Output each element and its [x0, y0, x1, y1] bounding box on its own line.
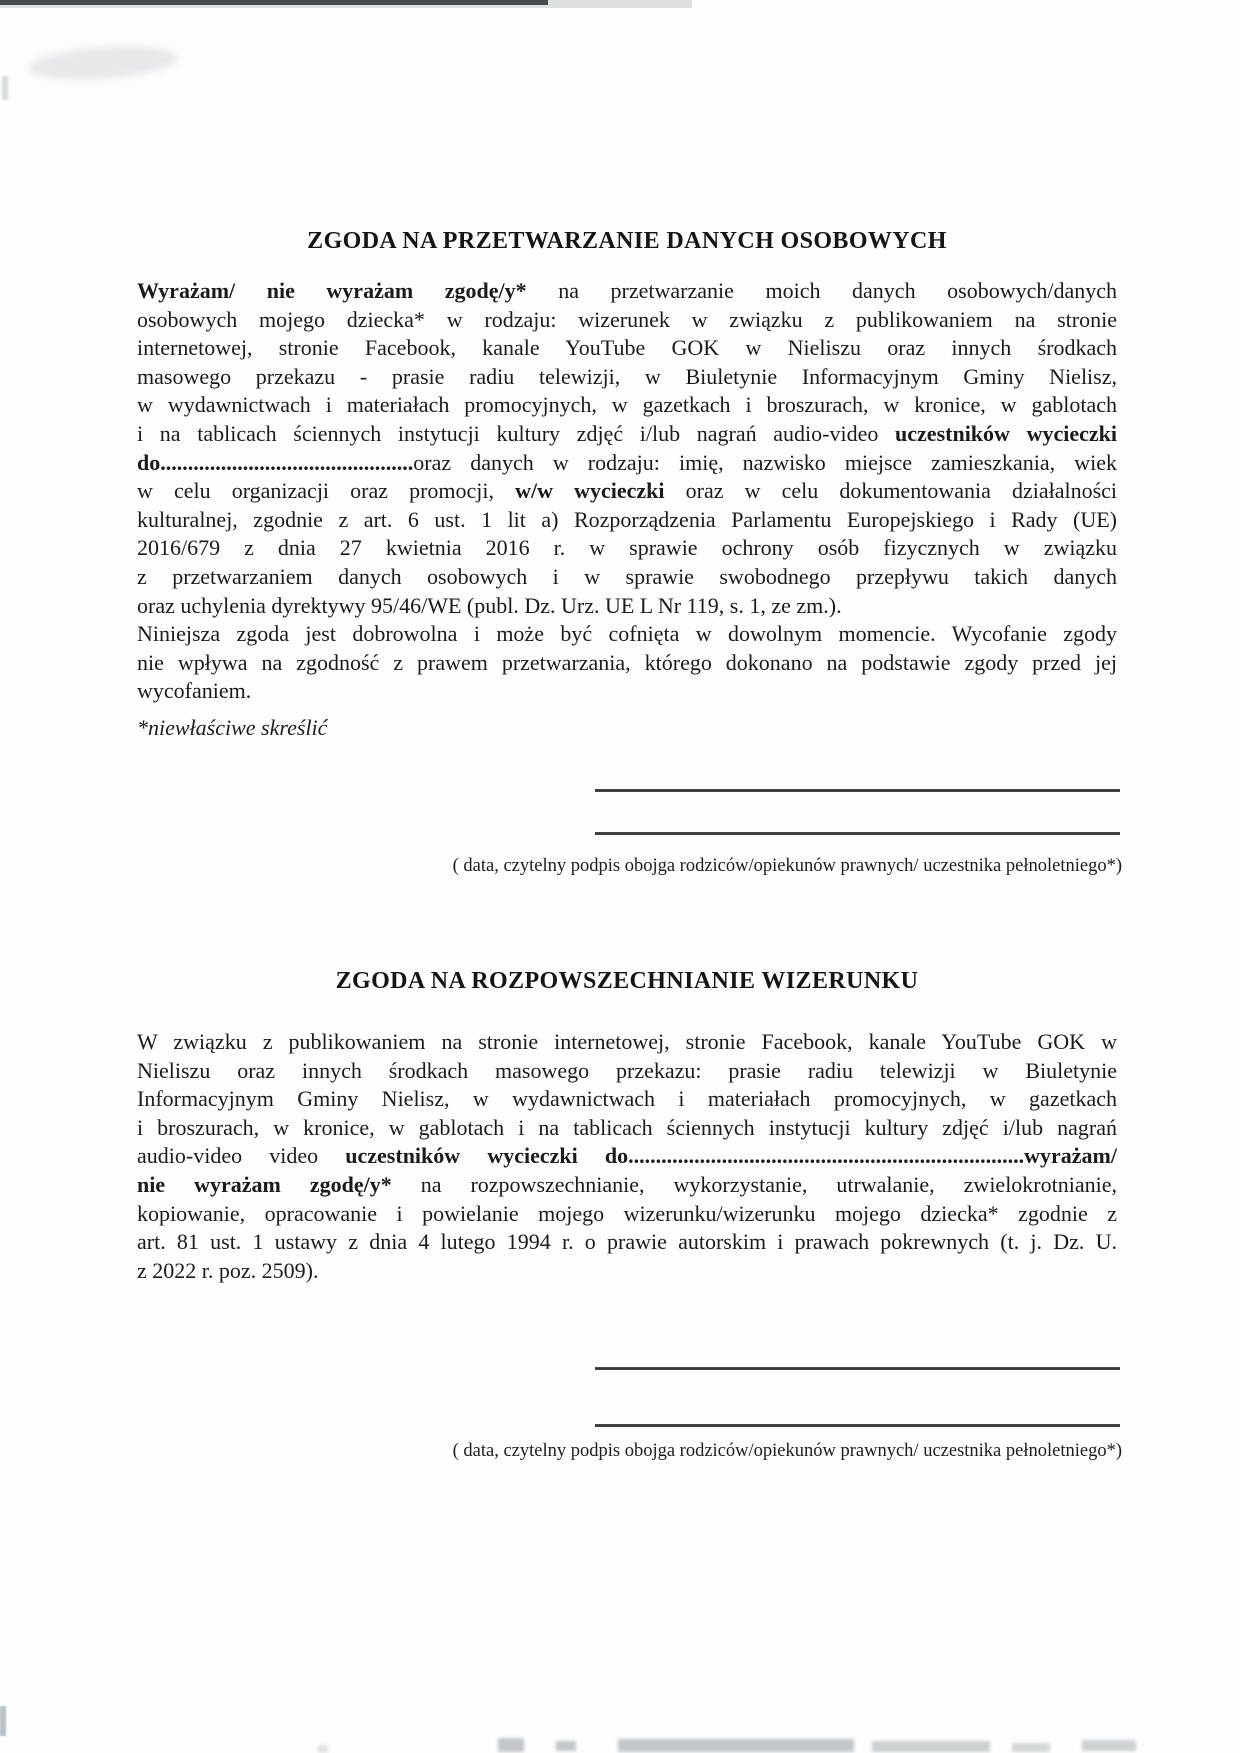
scan-artifact-smudge	[27, 42, 179, 84]
text-line: masowego przekazu - prasie radiu telewizji, w Biuletynie Informacyjnym Gminy Nielisz,	[137, 363, 1117, 389]
scan-artifact-smudge	[872, 1741, 990, 1752]
signature-caption: ( data, czytelny podpis obojga rodziców/opiekunów prawnych/ uczestnika pełnoletniego*)	[452, 856, 1122, 876]
text-line: i na tablicach ściennych instytucji kultury zdjęć i/lub nagrań audio-video uczestników wycieczki	[137, 420, 1117, 446]
text-line: kulturalnej, zgodnie z art. 6 ust. 1 lit a) Rozporządzenia Parlamentu Europejskiego i Rady (UE)	[137, 506, 1117, 532]
text-line: z 2022 r. poz. 2509).	[137, 1257, 319, 1283]
signature-line	[595, 1424, 1120, 1427]
text-line: internetowej, stronie Facebook, kanale YouTube GOK w Nieliszu oraz innych środkach	[137, 335, 1117, 361]
signature-caption: ( data, czytelny podpis obojga rodziców/opiekunów prawnych/ uczestnika pełnoletniego*)	[452, 1441, 1122, 1461]
text-line: kopiowanie, opracowanie i powielanie mojego wizerunku/wizerunku mojego dziecka* zgodnie z	[137, 1200, 1117, 1226]
text-line: w wydawnictwach i materiałach promocyjnych, w gazetkach i broszurach, w kronice, w gablotach	[137, 392, 1117, 418]
scan-artifact-smudge	[1082, 1740, 1136, 1751]
scan-artifact-smudge	[2, 76, 8, 100]
text-line: nie wpływa na zgodność z prawem przetwarzania, którego dokonano na podstawie zgody przed jej	[137, 649, 1117, 675]
text-line: art. 81 ust. 1 ustawy z dnia 4 lutego 1994 r. o prawie autorskim i prawach pokrewnych (t. j. Dz. U.	[137, 1229, 1117, 1255]
text-line: nie wyrażam zgodę/y* na rozpowszechnianie, wykorzystanie, utrwalanie, zwielokrotnianie,	[137, 1171, 1117, 1197]
signature-line	[595, 832, 1120, 835]
text-line: Informacyjnym Gminy Nielisz, w wydawnictwach i materiałach promocyjnych, w gazetkach	[137, 1086, 1117, 1112]
text-line: 2016/679 z dnia 27 kwietnia 2016 r. w sprawie ochrony osób fizycznych w związku	[137, 535, 1117, 561]
text-line: do..............................................oraz danych w rodzaju: imię, nazwisko miejsce zamieszkania, wiek	[137, 449, 1117, 475]
text-line: z przetwarzaniem danych osobowych i w sprawie swobodnego przepływu takich danych	[137, 563, 1117, 589]
signature-line	[595, 789, 1120, 792]
scan-artifact-smudge	[498, 1738, 524, 1752]
scan-artifact-smudge	[556, 1741, 576, 1751]
text-line: oraz uchylenia dyrektywy 95/46/WE (publ. Dz. Urz. UE L Nr 119, s. 1, ze zm.).	[137, 592, 842, 618]
scan-artifact-smudge	[618, 1739, 854, 1752]
signature-line	[595, 1367, 1120, 1370]
scan-artifact-top-bar	[0, 0, 548, 5]
section1-paragraph	[137, 277, 1117, 706]
text-line: Nieliszu oraz innych środkach masowego przekazu: prasie radiu telewizji w Biuletynie	[137, 1057, 1117, 1083]
footnote-asterisk: *niewłaściwe skreślić	[137, 715, 328, 740]
text-line: w celu organizacji oraz promocji, w/w wycieczki oraz w celu dokumentowania działalności	[137, 478, 1117, 504]
section2-title: ZGODA NA ROZPOWSZECHNIANIE WIZERUNKU	[335, 968, 919, 994]
scan-artifact-edge-mark	[0, 1706, 6, 1736]
text-line: Niniejsza zgoda jest dobrowolna i może być cofnięta w dowolnym momencie. Wycofanie zgody	[137, 621, 1117, 647]
text-line: audio-video video uczestników wycieczki do........................................................................wyrażam/	[137, 1143, 1117, 1169]
section1-title: ZGODA NA PRZETWARZANIE DANYCH OSOBOWYCH	[307, 228, 947, 254]
text-line: Wyrażam/ nie wyrażam zgodę/y* na przetwarzanie moich danych osobowych/danych	[137, 278, 1117, 303]
text-line: wycofaniem.	[137, 678, 252, 704]
text-line: osobowych mojego dziecka* w rodzaju: wizerunek w związku z publikowaniem na stronie	[137, 306, 1117, 332]
scan-artifact-smudge	[1012, 1743, 1050, 1752]
text-line: W związku z publikowaniem na stronie internetowej, stronie Facebook, kanale YouTube GOK w	[137, 1029, 1117, 1054]
section2-paragraph	[137, 1028, 1117, 1285]
scan-artifact-smudge	[318, 1745, 328, 1753]
text-line: i broszurach, w kronice, w gablotach i na tablicach ściennych instytucji kultury zdjęć i/lub nagrań	[137, 1114, 1117, 1140]
